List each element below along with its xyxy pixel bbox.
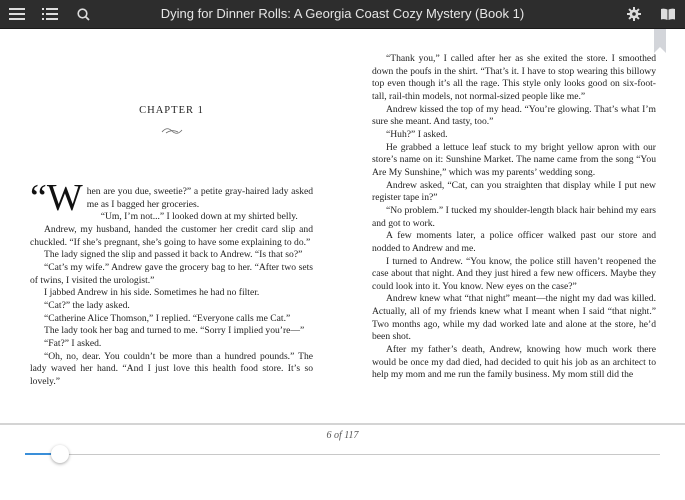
paragraph: “Cat’s my wife.” Andrew gave the grocery bag to her. “After two sets of twins, I visited the urologist.” [30,261,313,286]
bookmark-icon[interactable] [660,6,676,22]
paragraph: The lady took her bag and turned to me. “Sorry I implied you’re—” [44,325,305,337]
paragraph: “Um, I’m not...” I looked down at my shirted belly. [100,211,298,223]
paragraph: “Huh?” I asked. [386,128,448,140]
paragraph: “Thank you,” I called after her as she exited the store. I smoothed down the poufs in the shirt. “That’s it. I have to stop wearing this billowy top even though it’s all the rage. This style only looks good on six-foot-tall, rail-thin models, not normal-sized people like me.” [372,53,656,102]
paragraph: Andrew kissed the top of my head. “You’re glowing. That’s what I’m sure she meant. And tasty, too.” [372,103,656,128]
paragraph: “Catherine Alice Thomson,” I replied. “Everyone calls me Cat.” [44,312,291,324]
paragraph: Andrew, my husband, handed the customer her credit card slip and chuckled. “If she’s pregnant, she’s going to have some explaining to do.” [30,223,313,248]
paragraph: The lady signed the slip and passed it back to Andrew. “Is that so?” [44,249,303,261]
right-page [372,53,656,382]
paragraph: “No problem.” I tucked my shoulder-length black hair behind my ears and got to work. [372,204,656,229]
ornament-flourish-icon [160,126,184,136]
paragraph: “Oh, no, dear. You couldn’t be more than a hundred pounds.” The lady waved her hand. “And I just love this health food store. It’s so lovely.” [30,350,313,387]
library-menu-icon[interactable] [8,6,26,22]
search-icon[interactable] [75,6,91,22]
chapter-heading: CHAPTER 1 [139,105,204,116]
book-title-wrap [0,6,685,21]
paragraph: Andrew asked, “Cat, can you straighten that display while I put new register tape in?” [372,179,656,204]
page-number: 6 of 117 [326,430,359,441]
paragraph: I turned to Andrew. “You know, the police still haven’t reopened the case about that night. And they just hired a few new officers. Maybe they could look into it. You know. New eyes on the case?” [372,255,656,292]
drop-cap: “W [30,177,83,219]
first-paragraph-text: hen are you due, sweetie?” a petite gray-haired lady asked me as I bagged her groceries. [86,186,313,210]
paragraph: I jabbed Andrew in his side. Sometimes he had no filter. [44,287,260,299]
paragraph: “Cat?” the lady asked. [44,299,130,311]
left-page [30,177,313,389]
paragraph: After my father’s death, Andrew, knowing how much work there would be once my dad died, had decided to quit his job as an architect to help my mom and me run the family business. My mom still did the [372,344,656,381]
bookmark-ribbon[interactable] [654,29,666,53]
paragraph: A few moments later, a police officer walked past our store and nodded to Andrew and me. [372,230,656,254]
paragraph: “Fat?” I asked. [44,337,102,349]
paragraph: Andrew knew what “that night” meant—the night my dad was killed. Actually, all of my friends knew what I meant when I said “that night.” Two months ago, while my dad worked late and alone at the store, he’d been shot. [372,293,656,343]
page-scrubber-thumb[interactable] [51,445,69,463]
page-scrubber-track[interactable] [25,454,660,455]
table-of-contents-icon[interactable] [41,6,59,22]
top-toolbar [0,0,685,29]
settings-gear-icon[interactable] [626,6,642,22]
paragraph: He grabbed a lettuce leaf stuck to my bright yellow apron with our store’s name on it: Sunshine Market. The name came from the song “You Are My Sunshine,” which was my parents’ wedding song. [372,141,656,178]
book-title: Dying for Dinner Rolls: A Georgia Coast Cozy Mystery (Book 1) [160,6,525,21]
footer-divider [0,423,685,425]
